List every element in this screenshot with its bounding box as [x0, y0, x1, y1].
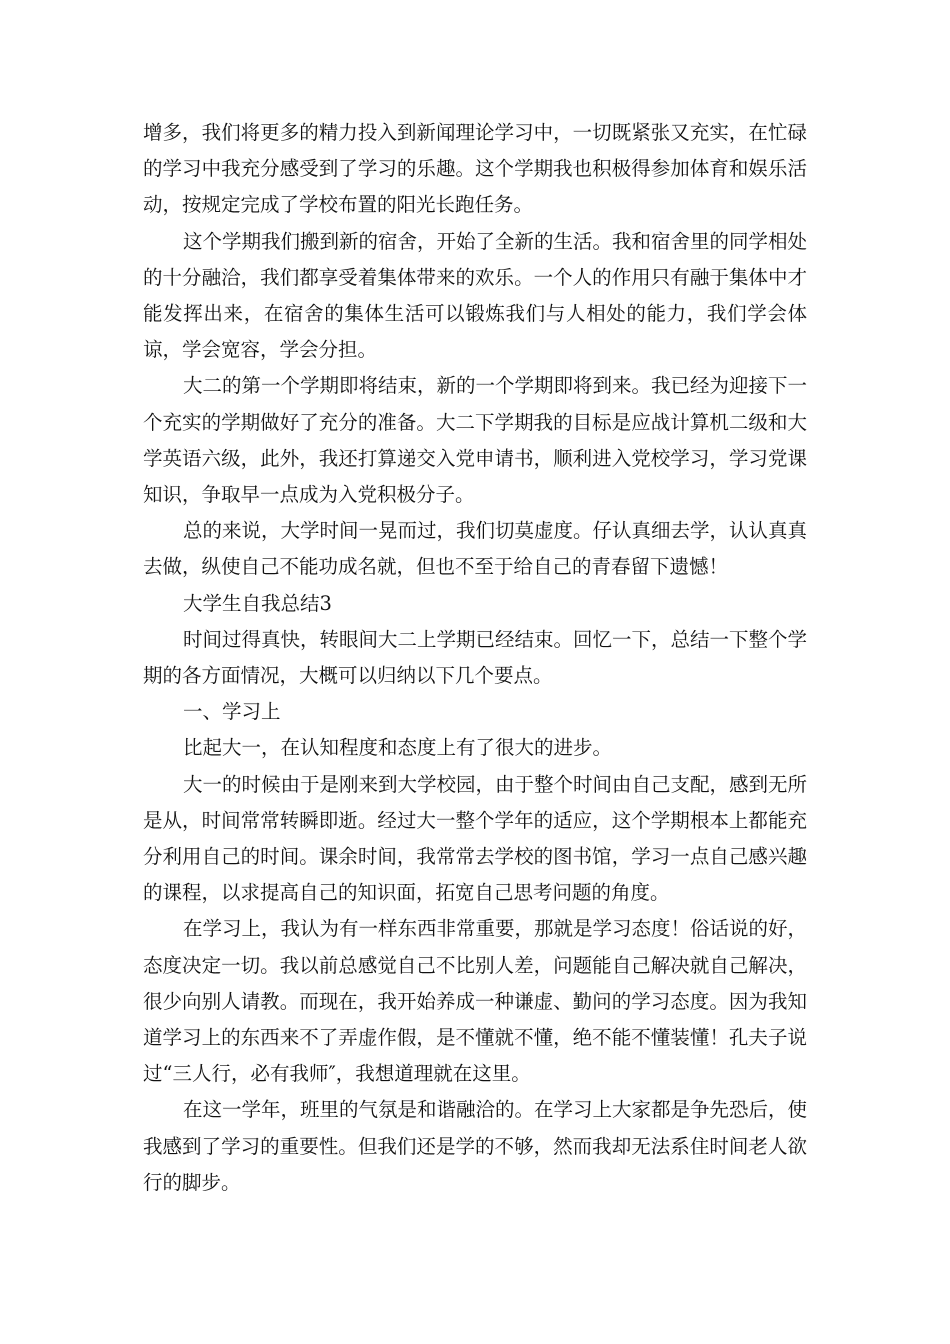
paragraph-9: 在这一学年，班里的气氛是和谐融洽的。在学习上大家都是争先恐后，使我感到了学习的重要性。但我们还是学的不够，然而我却无法系住时间老人欲行的脚步。 — [143, 1098, 808, 1194]
paragraph-8: 在学习上，我认为有一样东西非常重要，那就是学习态度！俗话说的好，态度决定一切。我以前总感觉自己不比别人差，问题能自己解决就自己解决，很少向别人请教。而现在，我开始养成一种谦虚、勤问的学习态度。因为我知道学习上的东西来不了弄虚作假，是不懂就不懂，绝不能不懂装懂！孔夫子说过“三人行，必有我师″，我想道理就在这里。 — [143, 917, 808, 1086]
paragraph-5: 时间过得真快，转眼间大二上学期已经结束。回忆一下，总结一下整个学期的各方面情况，大概可以归纳以下几个要点。 — [143, 627, 808, 688]
subheading-study: 一、学习上 — [183, 700, 281, 724]
paragraph-3: 大二的第一个学期即将结束，新的一个学期即将到来。我已经为迎接下一个充实的学期做好了充分的准备。大二下学期我的目标是应战计算机二级和大学英语六级，此外，我还打算递交入党申请书，顺利进入党校学习，学习党课知识，争取早一点成为入党积极分子。 — [143, 374, 808, 507]
section-heading: 大学生自我总结3 — [183, 591, 332, 615]
paragraph-4: 总的来说，大学时间一晃而过，我们切莫虚度。仔认真细去学，认认真真去做，纵使自己不能功成名就，但也不至于给自己的青春留下遗憾！ — [143, 519, 808, 579]
paragraph-6: 比起大一，在认知程度和态度上有了很大的进步。 — [183, 736, 613, 760]
paragraph-7: 大一的时候由于是刚来到大学校园，由于整个时间由自己支配，感到无所是从，时间常常转瞬即逝。经过大一整个学年的适应，这个学期根本上都能充分利用自己的时间。课余时间，我常常去学校的图书馆，学习一点自己感兴趣的课程，以求提高自己的知识面，拓宽自己思考问题的角度。 — [143, 772, 808, 905]
document-body — [143, 115, 807, 1201]
paragraph-2: 这个学期我们搬到新的宿舍，开始了全新的生活。我和宿舍里的同学相处的十分融洽，我们都享受着集体带来的欢乐。一个人的作用只有融于集体中才能发挥出来，在宿舍的集体生活可以锻炼我们与人相处的能力，我们学会体谅，学会宽容，学会分担。 — [143, 229, 808, 362]
paragraph-1: 增多，我们将更多的精力投入到新闻理论学习中，一切既紧张又充实，在忙碌的学习中我充分感受到了学习的乐趣。这个学期我也积极得参加体育和娱乐活动，按规定完成了学校布置的阳光长跑任务。 — [143, 121, 807, 217]
